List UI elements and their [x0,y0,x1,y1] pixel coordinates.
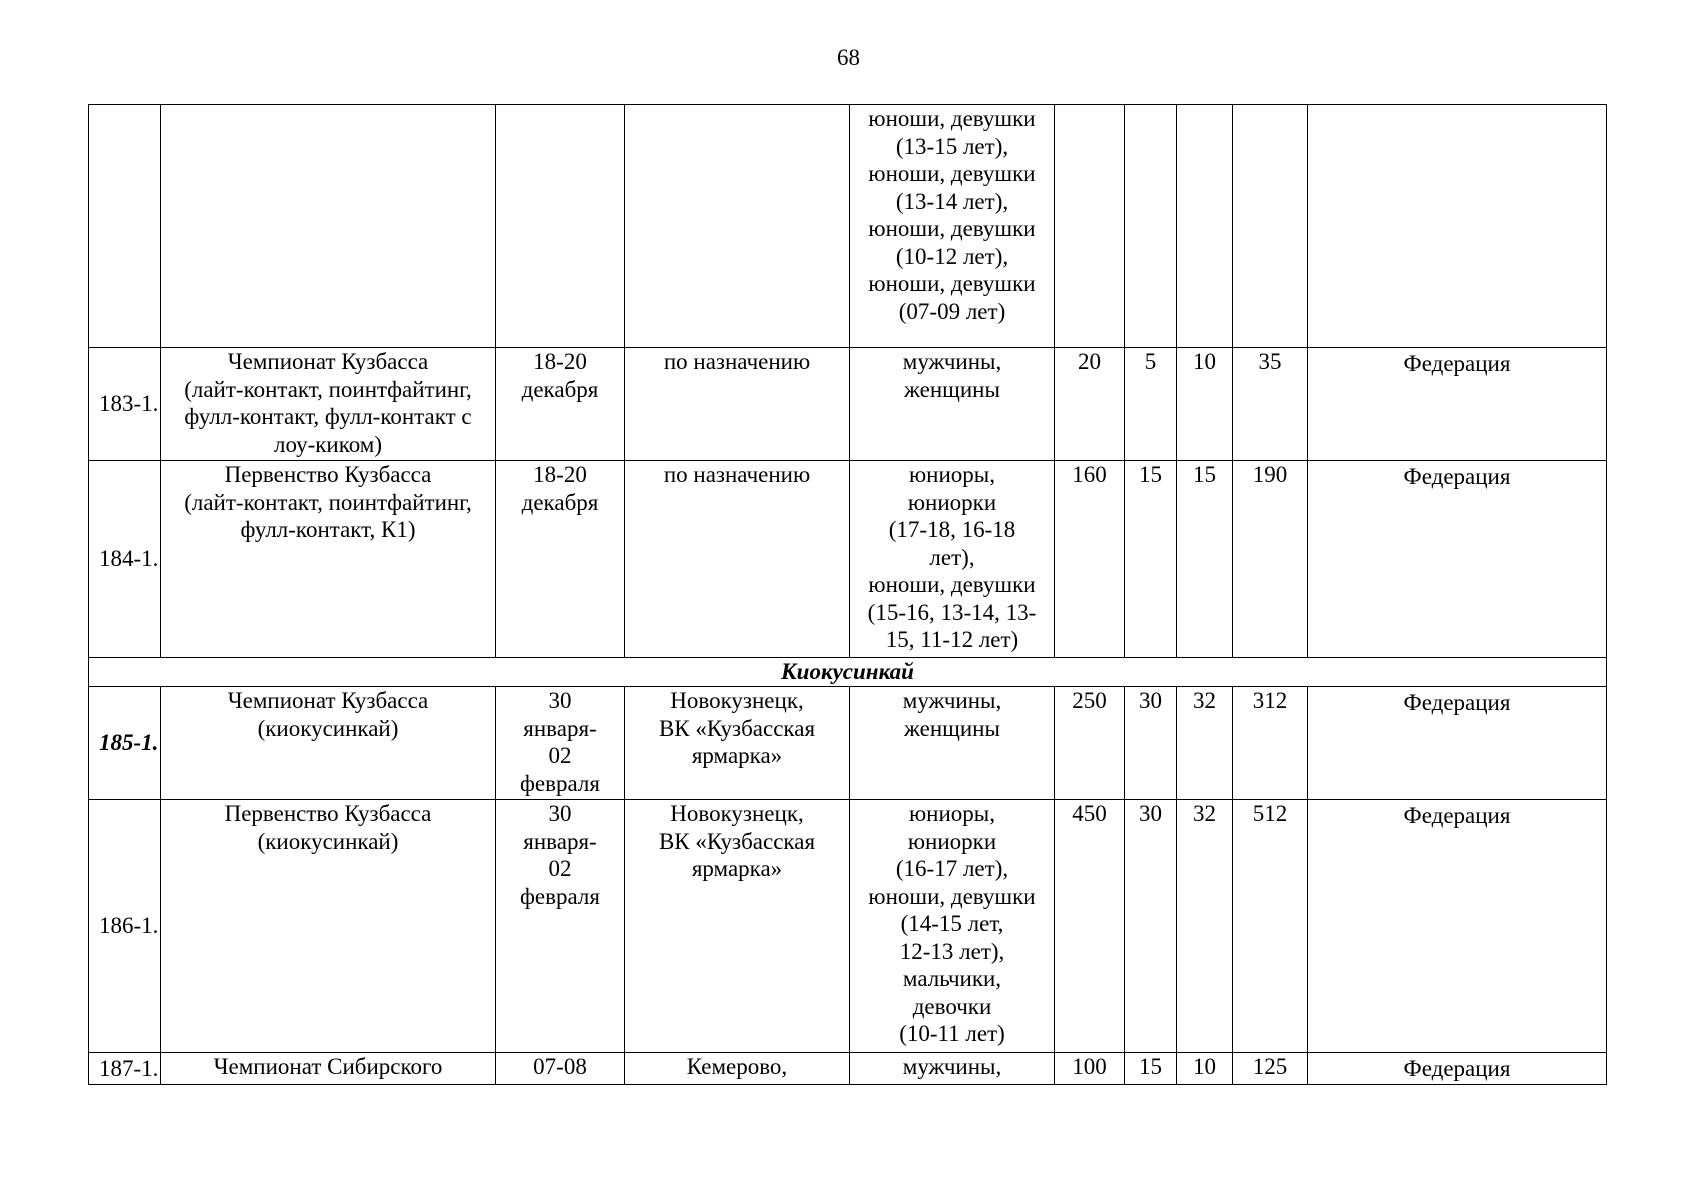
total-count [1233,105,1308,348]
row-number: 187-1. [89,1053,161,1085]
participants-line: мужчины, [902,349,1002,374]
event-place [625,687,850,800]
total-count: 312 [1233,687,1308,800]
event-name [161,800,496,1053]
event-dates-line: 18-20 [533,462,587,487]
event-place-line: по назначению [663,349,811,374]
participants-line: (16-17 лет), [895,856,1009,881]
event-name [161,461,496,658]
event-dates [496,1053,625,1085]
section-title: Киокусинкай [89,658,1607,687]
event-dates-line: 02 [548,856,572,881]
table-row [89,800,1607,1053]
event-name-line: лоу-киком) [273,431,383,457]
event-place-line: Новокузнецк, [670,688,804,713]
event-place [625,348,850,461]
judges-count: 32 [1177,800,1233,1053]
table-row [89,461,1607,658]
judges-count: 15 [1177,461,1233,658]
participants [850,105,1055,348]
participants-line: юниоры, [908,462,995,487]
event-dates-line: декабря [521,489,599,515]
participants [850,348,1055,461]
event-dates-line: 18-20 [533,349,587,374]
organizer: Федерация [1308,461,1607,658]
participants-line: 15, 11-12 лет) [885,627,1019,652]
event-name-line: Первенство Кузбасса [224,462,432,487]
table-row [89,1053,1607,1085]
participants-line: (17-18, 16-18 [888,517,1016,542]
athletes-count: 160 [1055,461,1125,658]
event-place [625,800,850,1053]
event-place [625,105,850,348]
judges-count [1177,105,1233,348]
participants-line: юниорки [907,828,997,854]
event-name-line: Чемпионат Кузбасса [227,688,429,713]
event-dates-line: 30 [548,688,572,713]
coaches-count: 15 [1125,1053,1177,1085]
row-number: 184-1. [89,461,161,658]
event-name-line: Первенство Кузбасса [224,801,432,826]
event-dates-line: февраля [520,770,600,796]
organizer [1308,105,1607,348]
participants-line: (13-15 лет), [895,133,1009,159]
event-dates-line: 30 [548,801,572,826]
participants [850,461,1055,658]
row-number: 186-1. [89,800,161,1053]
event-name [161,348,496,461]
total-count: 190 [1233,461,1308,658]
coaches-count: 15 [1125,461,1177,658]
athletes-count: 100 [1055,1053,1125,1085]
participants [850,1053,1055,1085]
participants-line: женщины [904,376,1000,402]
participants-line: юноши, девушки [868,161,1036,186]
organizer: Федерация [1308,800,1607,1053]
event-dates [496,105,625,348]
participants-line: мужчины, [902,1054,1002,1079]
coaches-count: 5 [1125,348,1177,461]
event-place-line: ярмарка» [691,856,783,881]
total-count: 35 [1233,348,1308,461]
event-dates [496,687,625,800]
participants-line: юниоры, [908,801,995,826]
participants-line: юноши, девушки [868,216,1036,241]
event-name-line: (киокусинкай) [257,715,399,741]
event-dates [496,461,625,658]
event-dates [496,348,625,461]
participants-line: юноши, девушки [868,883,1036,909]
events-table [88,104,1607,1085]
organizer: Федерация [1308,687,1607,800]
section-row [89,658,1607,687]
organizer: Федерация [1308,1053,1607,1085]
event-dates-line: 07-08 [533,1054,587,1079]
event-place [625,1053,850,1085]
event-dates-line: декабря [521,376,599,402]
coaches-count: 30 [1125,687,1177,800]
coaches-count: 30 [1125,800,1177,1053]
athletes-count: 250 [1055,687,1125,800]
event-name-line: Чемпионат Сибирского [213,1054,443,1079]
participants-line: (13-14 лет), [895,188,1009,214]
participants-line: мальчики, [902,966,1002,991]
row-number: 185-1. [89,687,161,800]
event-place-line: Кемерово, [686,1054,788,1079]
event-name-line: фулл-контакт, К1) [240,517,416,542]
total-count: 125 [1233,1053,1308,1085]
event-place-line: Новокузнецк, [670,801,804,826]
participants-line: девочки [912,993,992,1019]
event-name-line: (лайт-контакт, поинтфайтинг, [184,376,472,402]
participants-line: юниорки [907,489,997,515]
participants-line: 12-13 лет), [899,938,1005,964]
event-place-line: ВК «Кузбасская [658,715,816,741]
participants-line: (10-11 лет) [899,1021,1005,1046]
participants [850,687,1055,800]
table-row [89,348,1607,461]
judges-count: 32 [1177,687,1233,800]
event-place [625,461,850,658]
table-row [89,687,1607,800]
table-row-continuation [89,105,1607,348]
row-number: 183-1. [89,348,161,461]
page-number: 68 [837,45,860,70]
participants-line: лет), [929,544,975,570]
participants-line: (10-12 лет), [895,243,1009,269]
event-name [161,1053,496,1085]
organizer: Федерация [1308,348,1607,461]
event-dates [496,800,625,1053]
event-place-line: по назначению [663,462,811,487]
participants-line: женщины [904,715,1000,741]
event-name-line: (лайт-контакт, поинтфайтинг, [184,489,472,515]
judges-count: 10 [1177,348,1233,461]
coaches-count [1125,105,1177,348]
participants-line: юноши, девушки [868,106,1036,131]
participants-line: юноши, девушки [868,271,1036,296]
participants [850,800,1055,1053]
participants-line: мужчины, [902,688,1002,713]
event-name [161,687,496,800]
event-name-line: фулл-контакт, фулл-контакт с [184,404,472,429]
event-name [161,105,496,348]
judges-count: 10 [1177,1053,1233,1085]
participants-line: (14-15 лет, [900,911,1004,936]
participants-line: (15-16, 13-14, 13- [867,599,1037,625]
event-dates-line: февраля [520,883,600,909]
athletes-count: 450 [1055,800,1125,1053]
participants-line: (07-09 лет) [898,298,1006,324]
row-number [89,105,161,348]
event-name-line: (киокусинкай) [257,828,399,854]
athletes-count: 20 [1055,348,1125,461]
event-name-line: Чемпионат Кузбасса [227,349,429,374]
event-dates-line: 02 [548,743,572,768]
event-dates-line: января- [523,828,597,854]
event-place-line: ВК «Кузбасская [658,828,816,854]
total-count: 512 [1233,800,1308,1053]
event-place-line: ярмарка» [691,743,783,768]
athletes-count [1055,105,1125,348]
participants-line: юноши, девушки [868,572,1036,597]
event-dates-line: января- [523,715,597,741]
